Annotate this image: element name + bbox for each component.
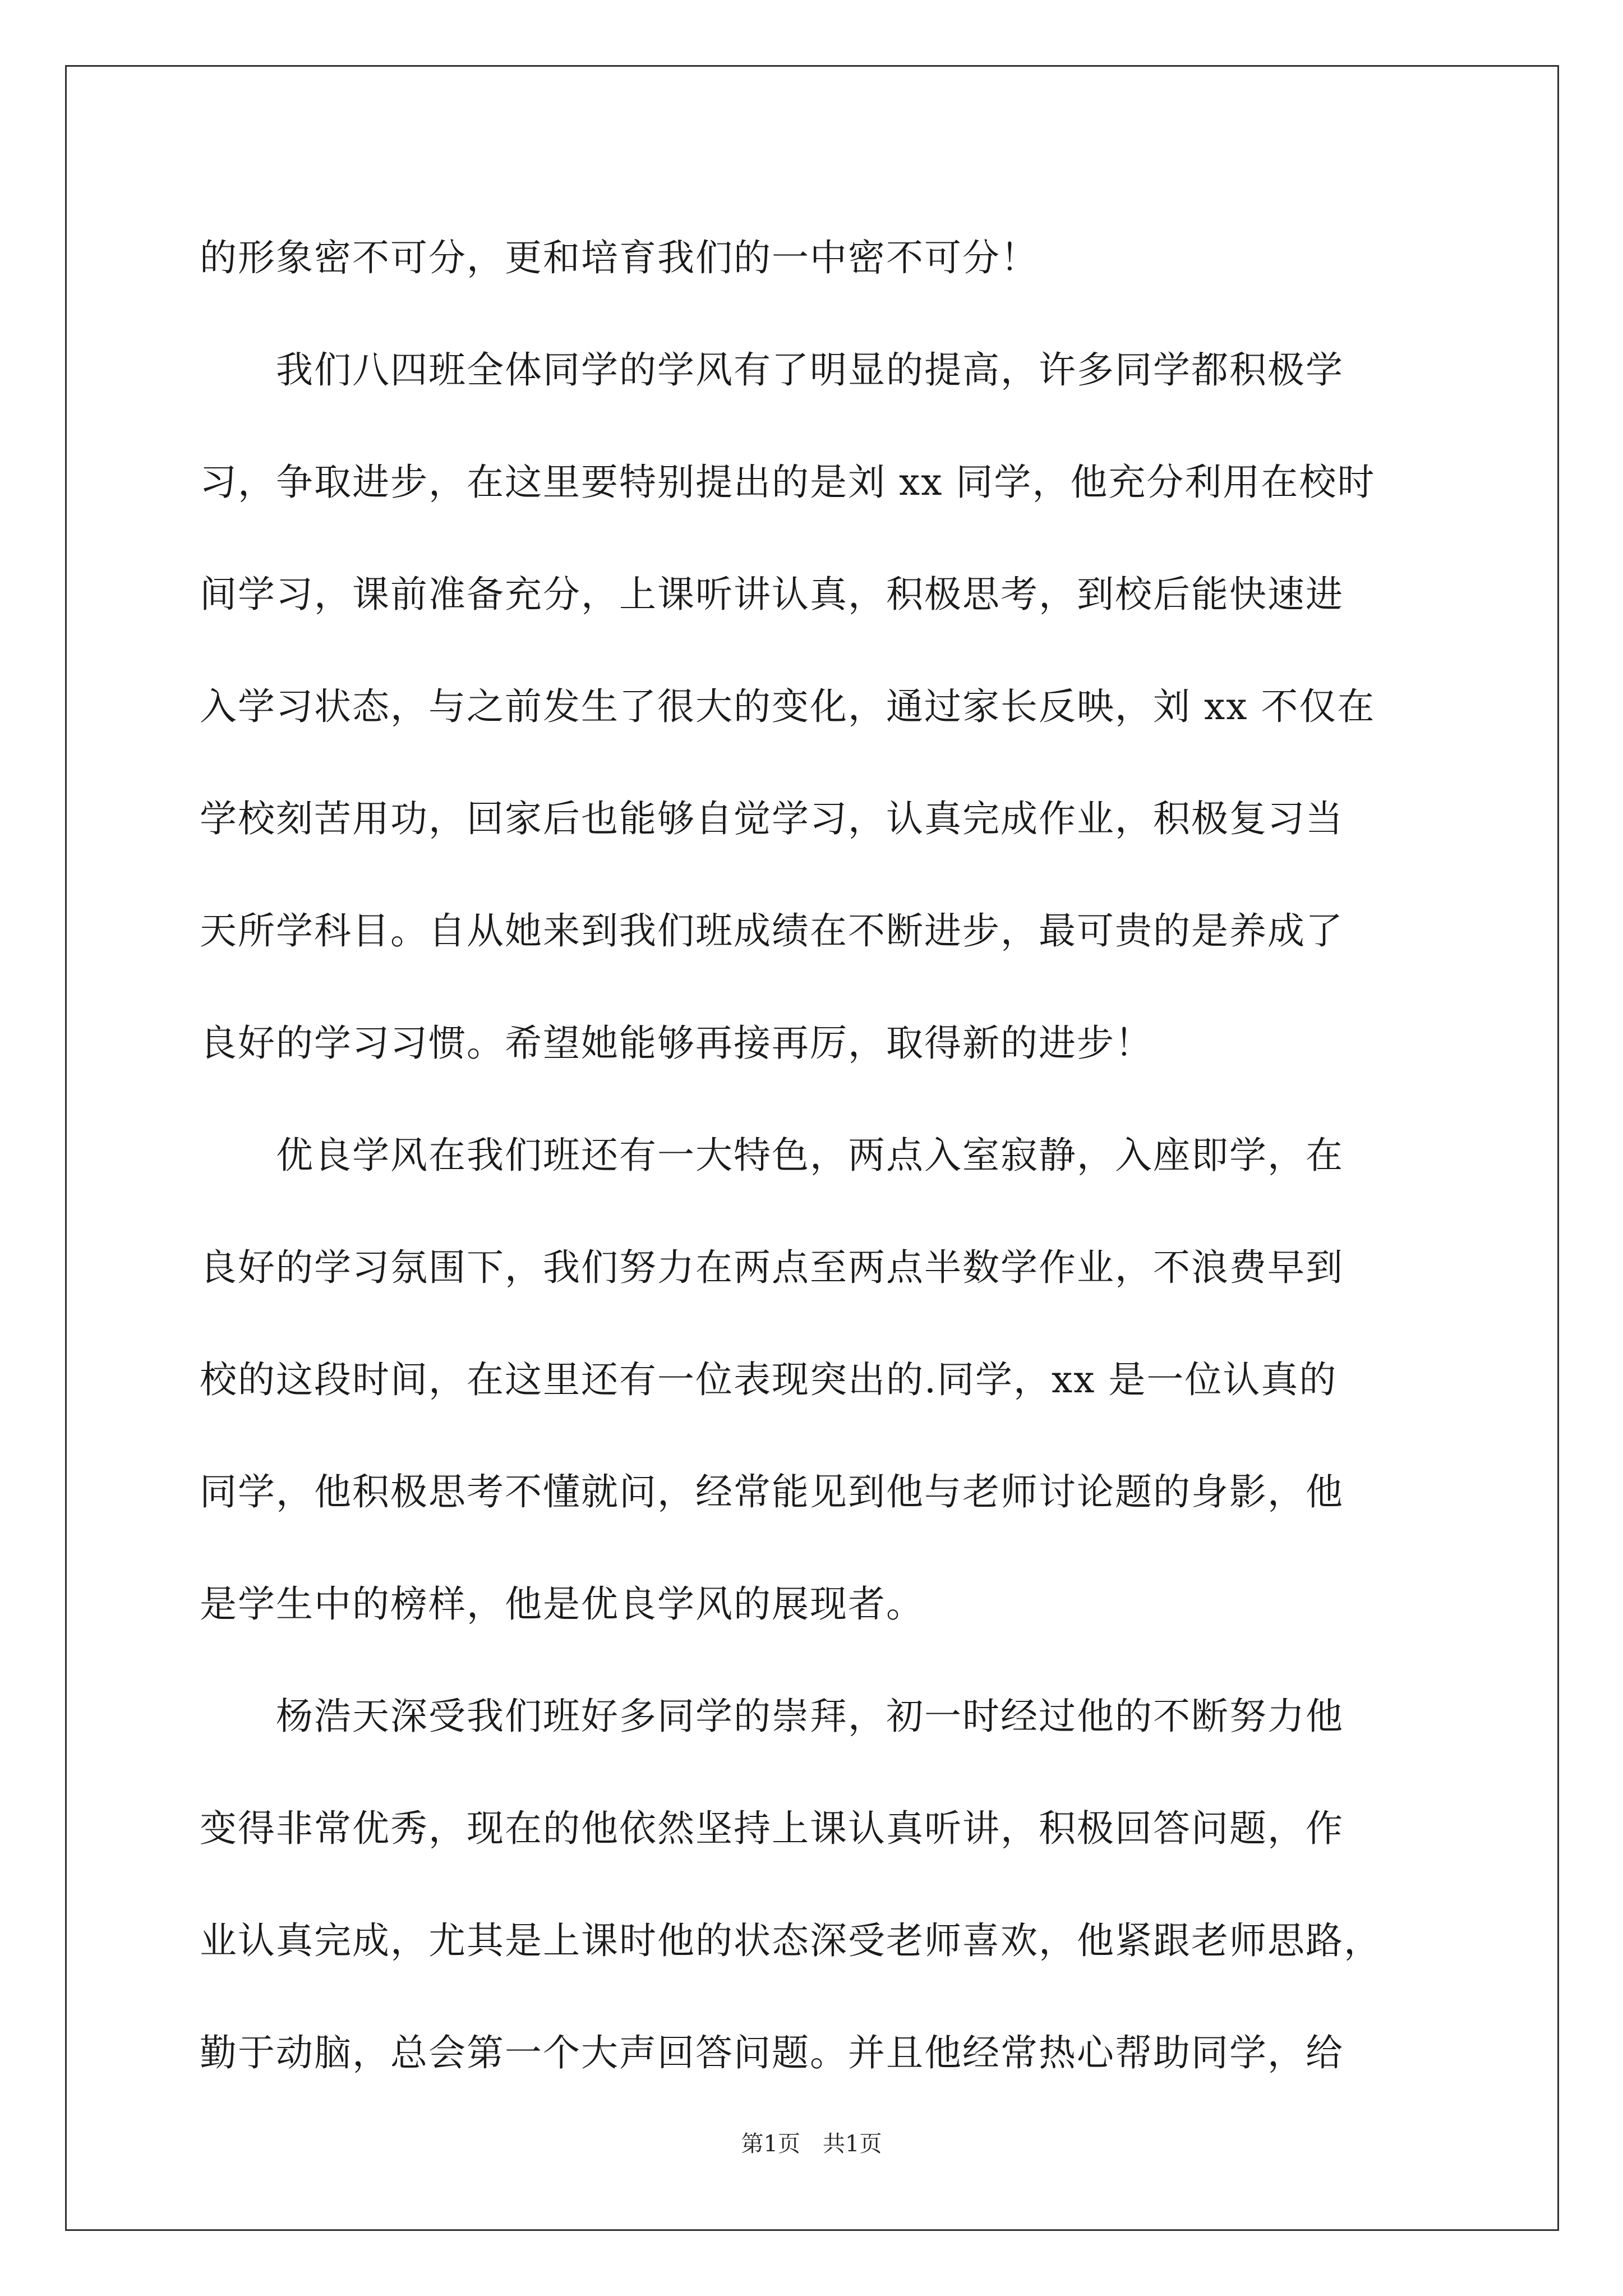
text-line: 变得非常优秀，现在的他依然坚持上课认真听讲，积极回答问题，作 <box>200 1807 1344 1850</box>
text-line: 同学，他积极思考不懂就问，经常能见到他与老师讨论题的身影，他 <box>200 1470 1344 1513</box>
text-line: 校的这段时间，在这里还有一位表现突出的.同学，xx 是一位认真的 <box>200 1358 1338 1401</box>
page-total: 共1页 <box>823 2131 882 2157</box>
text-line: 良好的学习习惯。希望她能够再接再厉，取得新的进步！ <box>200 1022 1153 1065</box>
text-line: 天所学科目。自从她来到我们班成绩在不断进步，最可贵的是养成了 <box>200 909 1344 953</box>
page-footer <box>0 2126 1623 2158</box>
text-line: 勤于动脑，总会第一个大声回答问题。并且他经常热心帮助同学，给 <box>200 2031 1344 2074</box>
text-line: 习，争取进步，在这里要特别提出的是刘 xx 同学，他充分利用在校时 <box>200 461 1376 504</box>
text-line: 间学习，课前准备充分，上课听讲认真，积极思考，到校后能快速进 <box>200 573 1344 616</box>
page-number: 第1页 <box>741 2131 800 2157</box>
text-line: 业认真完成，尤其是上课时他的状态深受老师喜欢，他紧跟老师思路， <box>200 1919 1382 1962</box>
text-line: 入学习状态，与之前发生了很大的变化，通过家长反映，刘 xx 不仅在 <box>200 685 1376 728</box>
text-line: 是学生中的榜样，他是优良学风的展现者。 <box>200 1582 924 1626</box>
text-line: 杨浩天深受我们班好多同学的崇拜，初一时经过他的不断努力他 <box>200 1695 1344 1738</box>
text-line: 学校刻苦用功，回家后也能够自觉学习，认真完成作业，积极复习当 <box>200 797 1344 840</box>
text-line: 良好的学习氛围下，我们努力在两点至两点半数学作业，不浪费早到 <box>200 1246 1344 1289</box>
document-body <box>200 202 1433 2109</box>
text-line: 的形象密不可分，更和培育我们的一中密不可分！ <box>200 236 1039 279</box>
text-line: 优良学风在我们班还有一大特色，两点入室寂静，入座即学，在 <box>200 1134 1344 1177</box>
text-line: 我们八四班全体同学的学风有了明显的提高，许多同学都积极学 <box>200 348 1344 392</box>
